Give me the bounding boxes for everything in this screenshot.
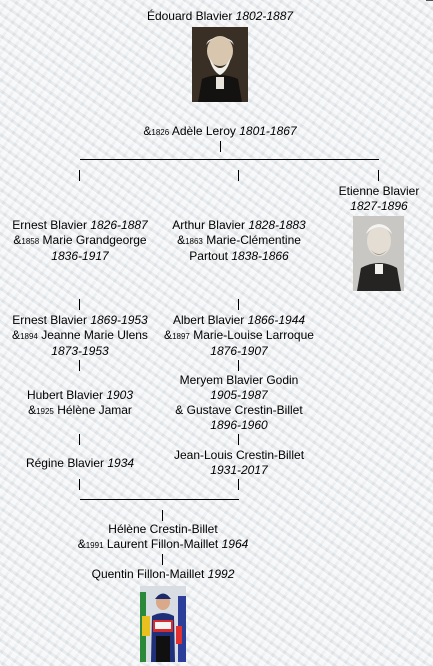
person-name: Meryem Blavier Godin — [179, 373, 299, 387]
person-dates: 1869-1953 — [90, 313, 148, 327]
spouse-name: Laurent Fillon-Maillet — [106, 537, 219, 551]
spouse-dates: 1964 — [221, 537, 249, 551]
spouse-name: & Gustave Crestin-Billet — [175, 403, 303, 417]
connector-line — [79, 479, 80, 490]
spouse-name: Hélène Jamar — [57, 403, 132, 417]
person-name: Hubert Blavier — [26, 388, 103, 402]
spouse-adele — [0, 124, 433, 140]
connector-line — [79, 299, 80, 310]
person-albert — [159, 313, 319, 359]
ampersand: & — [28, 403, 37, 417]
spouse-dates: 1801-1867 — [239, 124, 297, 138]
marriage-year: 1897 — [172, 332, 190, 341]
connector-line — [80, 159, 379, 160]
person-regine — [0, 456, 160, 471]
person-name: Arthur Blavier — [172, 218, 245, 232]
connector-line — [238, 434, 239, 445]
portrait-etienne — [353, 216, 404, 291]
person-name: Hélène Crestin-Billet — [108, 522, 218, 536]
person-name: Édouard Blavier — [146, 9, 233, 23]
ampersand: & — [164, 328, 173, 342]
connector-line — [162, 510, 163, 521]
ampersand: & — [177, 233, 186, 247]
connector-line — [378, 170, 379, 181]
connector-line — [220, 141, 221, 152]
spouse-dates: 1873-1953 — [51, 344, 109, 358]
person-dates: 1802-1887 — [235, 9, 294, 23]
person-jean-louis — [159, 448, 319, 478]
marriage-year: 1863 — [185, 237, 203, 246]
spouse-dates: 1876-1907 — [210, 344, 268, 358]
person-dates: 1931-2017 — [210, 463, 268, 477]
connector-line — [79, 360, 80, 371]
person-dates: 1934 — [107, 456, 135, 470]
corner-mark — [426, 0, 433, 1]
spouse-name: Marie Grandgeorge — [42, 233, 147, 247]
portrait-edouard — [192, 27, 248, 102]
spouse-name: Partout — [189, 249, 228, 263]
connector-line — [79, 434, 80, 445]
person-hubert — [0, 388, 160, 419]
person-arthur — [159, 218, 319, 264]
spouse-dates: 1838-1866 — [231, 249, 289, 263]
marriage-year: 1858 — [21, 237, 40, 246]
person-quentin — [0, 567, 326, 582]
ampersand: & — [12, 328, 21, 342]
spouse-name: Adèle Leroy — [171, 124, 236, 138]
connector-line — [238, 360, 239, 371]
person-ernest-junior — [0, 313, 160, 359]
photo-quentin — [140, 586, 186, 662]
person-name: Etienne Blavier — [338, 184, 420, 198]
person-name: Jean-Louis Crestin-Billet — [173, 448, 305, 462]
connector-line — [162, 554, 163, 565]
spouse-dates: 1836-1917 — [51, 249, 109, 263]
person-ernest-senior — [0, 218, 160, 264]
spouse-name: Jeanne Marie Ulens — [41, 328, 148, 342]
person-dates: 1903 — [106, 388, 134, 402]
connector-line — [80, 499, 239, 500]
connector-line — [238, 479, 239, 490]
person-etienne — [319, 184, 433, 214]
person-name: Ernest Blavier — [12, 218, 87, 232]
spouse-name: Marie-Clémentine — [206, 233, 301, 247]
connector-line — [238, 170, 239, 181]
person-dates: 1992 — [207, 567, 235, 581]
person-helene — [0, 522, 326, 553]
person-name: Ernest Blavier — [12, 313, 87, 327]
person-name: Albert Blavier — [172, 313, 245, 327]
person-dates: 1827-1896 — [350, 199, 408, 213]
spouse-dates: 1896-1960 — [210, 418, 268, 432]
person-dates: 1828-1883 — [248, 218, 306, 232]
ampersand: & — [13, 233, 22, 247]
marriage-year: 1925 — [36, 407, 54, 416]
person-dates: 1826-1887 — [90, 218, 148, 232]
marriage-year: 1894 — [20, 332, 38, 341]
person-dates: 1866-1944 — [247, 313, 306, 327]
spouse-name: Marie-Louise Larroque — [193, 328, 314, 342]
person-name: Quentin Fillon-Maillet — [91, 567, 205, 581]
person-meryem — [159, 373, 319, 433]
connector-line — [79, 170, 80, 181]
marriage-year: 1991 — [85, 541, 104, 550]
person-name: Régine Blavier — [25, 456, 104, 470]
person-edouard — [0, 9, 433, 24]
connector-line — [238, 299, 239, 310]
ampersand: & — [143, 124, 152, 138]
marriage-year: 1826 — [151, 128, 170, 137]
person-dates: 1905-1987 — [210, 388, 268, 402]
ampersand: & — [77, 537, 86, 551]
